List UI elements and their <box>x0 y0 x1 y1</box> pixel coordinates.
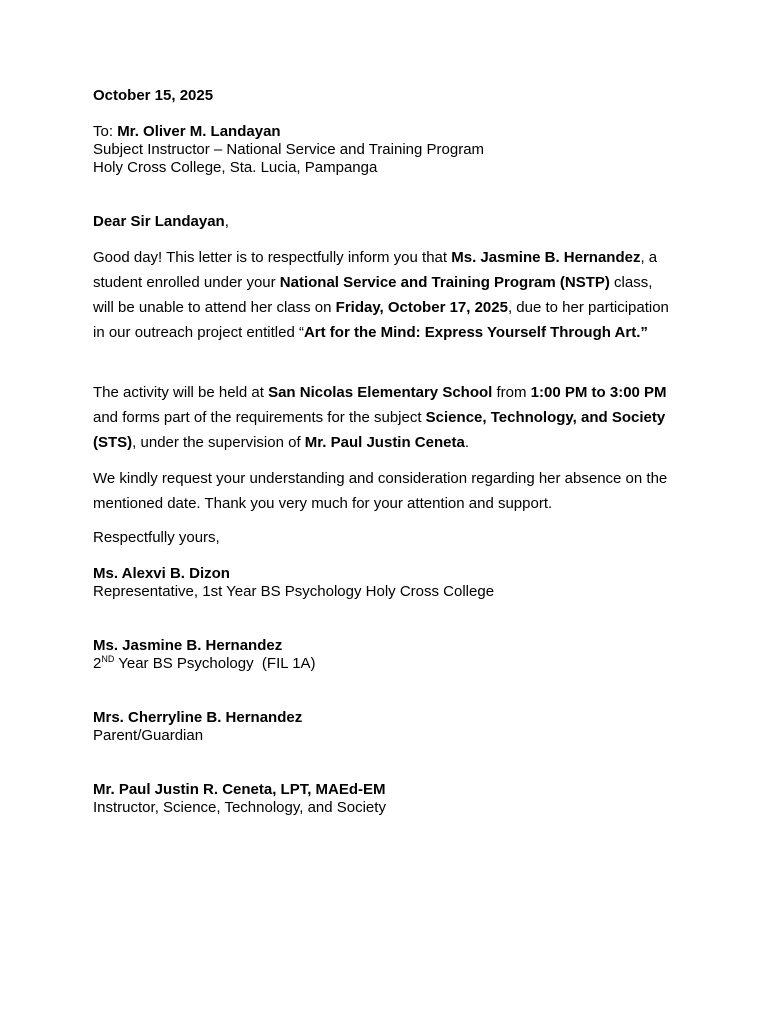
signatory-name: Mrs. Cherryline B. Hernandez <box>93 709 303 726</box>
signatory-role: 2ND Year BS Psychology (FIL 1A) <box>93 654 316 672</box>
supervisor-bold: Mr. Paul Justin Ceneta <box>304 434 465 451</box>
body-paragraph-2: The activity will be held at San Nicolas Elementary School from 1:00 PM to 3:00 PM and forms part of the requirements for the subject Science, Technology, and Society (STS), under the supervision of Mr. Paul Justin Ceneta. <box>93 384 667 451</box>
letter-date: October 15, 2025 <box>93 87 214 104</box>
signatory-role: Parent/Guardian <box>93 727 204 744</box>
subject-bold: Science, Technology, and Society (STS) <box>93 409 666 451</box>
recipient-line: To: Mr. Oliver M. Landayan <box>93 123 281 140</box>
signatory-role: Representative, 1st Year BS Psychology Holy Cross College <box>93 583 495 600</box>
body-paragraph-1: Good day! This letter is to respectfully inform you that Ms. Jasmine B. Hernandez, a student enrolled under your National Service and Training Program (NSTP) class, will be unable to attend her class on Friday, October 17, 2025, due to her participation in our outreach project entitled “Art for the Mind: Express Yourself Through Art.” <box>93 249 669 341</box>
recipient-name: Mr. Oliver M. Landayan <box>117 123 281 140</box>
absence-date-bold: Friday, October 17, 2025 <box>335 299 508 316</box>
body-paragraph-3: We kindly request your understanding and consideration regarding her absence on the mentioned date. Thank you very much for your attention and support. <box>93 470 668 512</box>
closing: Respectfully yours, <box>93 529 220 546</box>
recipient-block <box>93 123 673 177</box>
signature-student <box>93 637 673 673</box>
signature-instructor <box>93 781 673 817</box>
signatory-name: Ms. Jasmine B. Hernandez <box>93 637 283 654</box>
nstp-bold: National Service and Training Program (NSTP) <box>279 274 610 291</box>
signatory-name: Ms. Alexvi B. Dizon <box>93 565 230 582</box>
project-title-bold: Art for the Mind: Express Yourself Through Art.” <box>303 324 648 341</box>
signatory-name: Mr. Paul Justin R. Ceneta, LPT, MAEd-EM <box>93 781 386 798</box>
signatory-role: Instructor, Science, Technology, and Society <box>93 799 386 816</box>
recipient-institution: Holy Cross College, Sta. Lucia, Pampanga <box>93 159 378 176</box>
signature-representative <box>93 565 673 601</box>
recipient-title: Subject Instructor – National Service and Training Program <box>93 141 485 158</box>
signature-guardian <box>93 709 673 745</box>
salutation: Dear Sir Landayan, <box>93 213 229 230</box>
time-bold: 1:00 PM to 3:00 PM <box>530 384 667 401</box>
venue-bold: San Nicolas Elementary School <box>268 384 493 401</box>
student-name-bold: Ms. Jasmine B. Hernandez <box>451 249 641 266</box>
